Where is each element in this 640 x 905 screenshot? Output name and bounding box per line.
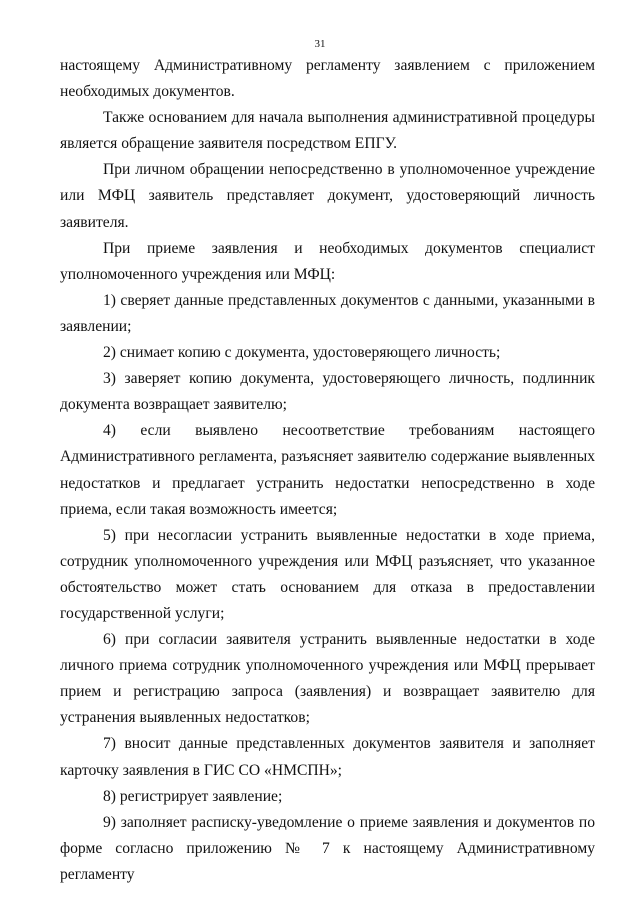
paragraph-personal-visit: При личном обращении непосредственно в уполномоченное учреждение или МФЦ заявитель представляет документ, удостоверяющий личность заявителя.: [60, 161, 595, 231]
paragraph-continuation: настоящему Административному регламенту заявлением с приложением необходимых документов.: [60, 57, 595, 101]
list-item-2: 2) снимает копию с документа, удостоверяющего личность;: [103, 344, 501, 362]
paragraph-epgu-basis: Также основанием для начала выполнения административной процедуры является обращение заявителя посредством ЕПГУ.: [60, 109, 595, 153]
list-item-1: 1) сверяет данные представленных документов с данными, указанными в заявлении;: [60, 291, 595, 335]
list-item-6: 6) при согласии заявителя устранить выявленные недостатки в ходе личного приема сотрудник уполномоченного учреждения или МФЦ прерывает прием и регистрацию запроса (заявления) и возвращает заявителю для устранения выявленных недостатков;: [60, 631, 595, 727]
list-item-4: 4) если выявлено несоответствие требованиям настоящего Административного регламента, разъясняет заявителю содержание выявленных недостатков и предлагает устранить недостатки непосредственно в ходе приема, если такая возможность имеется;: [60, 422, 595, 518]
page-number: 31: [314, 38, 326, 50]
list-item-9: 9) заполняет расписку-уведомление о приеме заявления и документов по форме согласно приложению № 7 к настоящему Административному регламенту: [60, 813, 595, 883]
paragraph-specialist-intro: При приеме заявления и необходимых документов специалист уполномоченного учреждения или МФЦ:: [60, 239, 595, 283]
list-item-8: 8) регистрирует заявление;: [103, 787, 283, 805]
list-item-7: 7) вносит данные представленных документов заявителя и заполняет карточку заявления в ГИС СО «НМСПН»;: [60, 735, 595, 779]
list-item-3: 3) заверяет копию документа, удостоверяющего личность, подлинник документа возвращает заявителю;: [60, 370, 595, 414]
list-item-5: 5) при несогласии устранить выявленные недостатки в ходе приема, сотрудник уполномоченного учреждения или МФЦ разъясняет, что указанное обстоятельство может стать основанием для отказа в предоставлении государственной услуги;: [60, 526, 595, 622]
document-body: [60, 53, 595, 888]
